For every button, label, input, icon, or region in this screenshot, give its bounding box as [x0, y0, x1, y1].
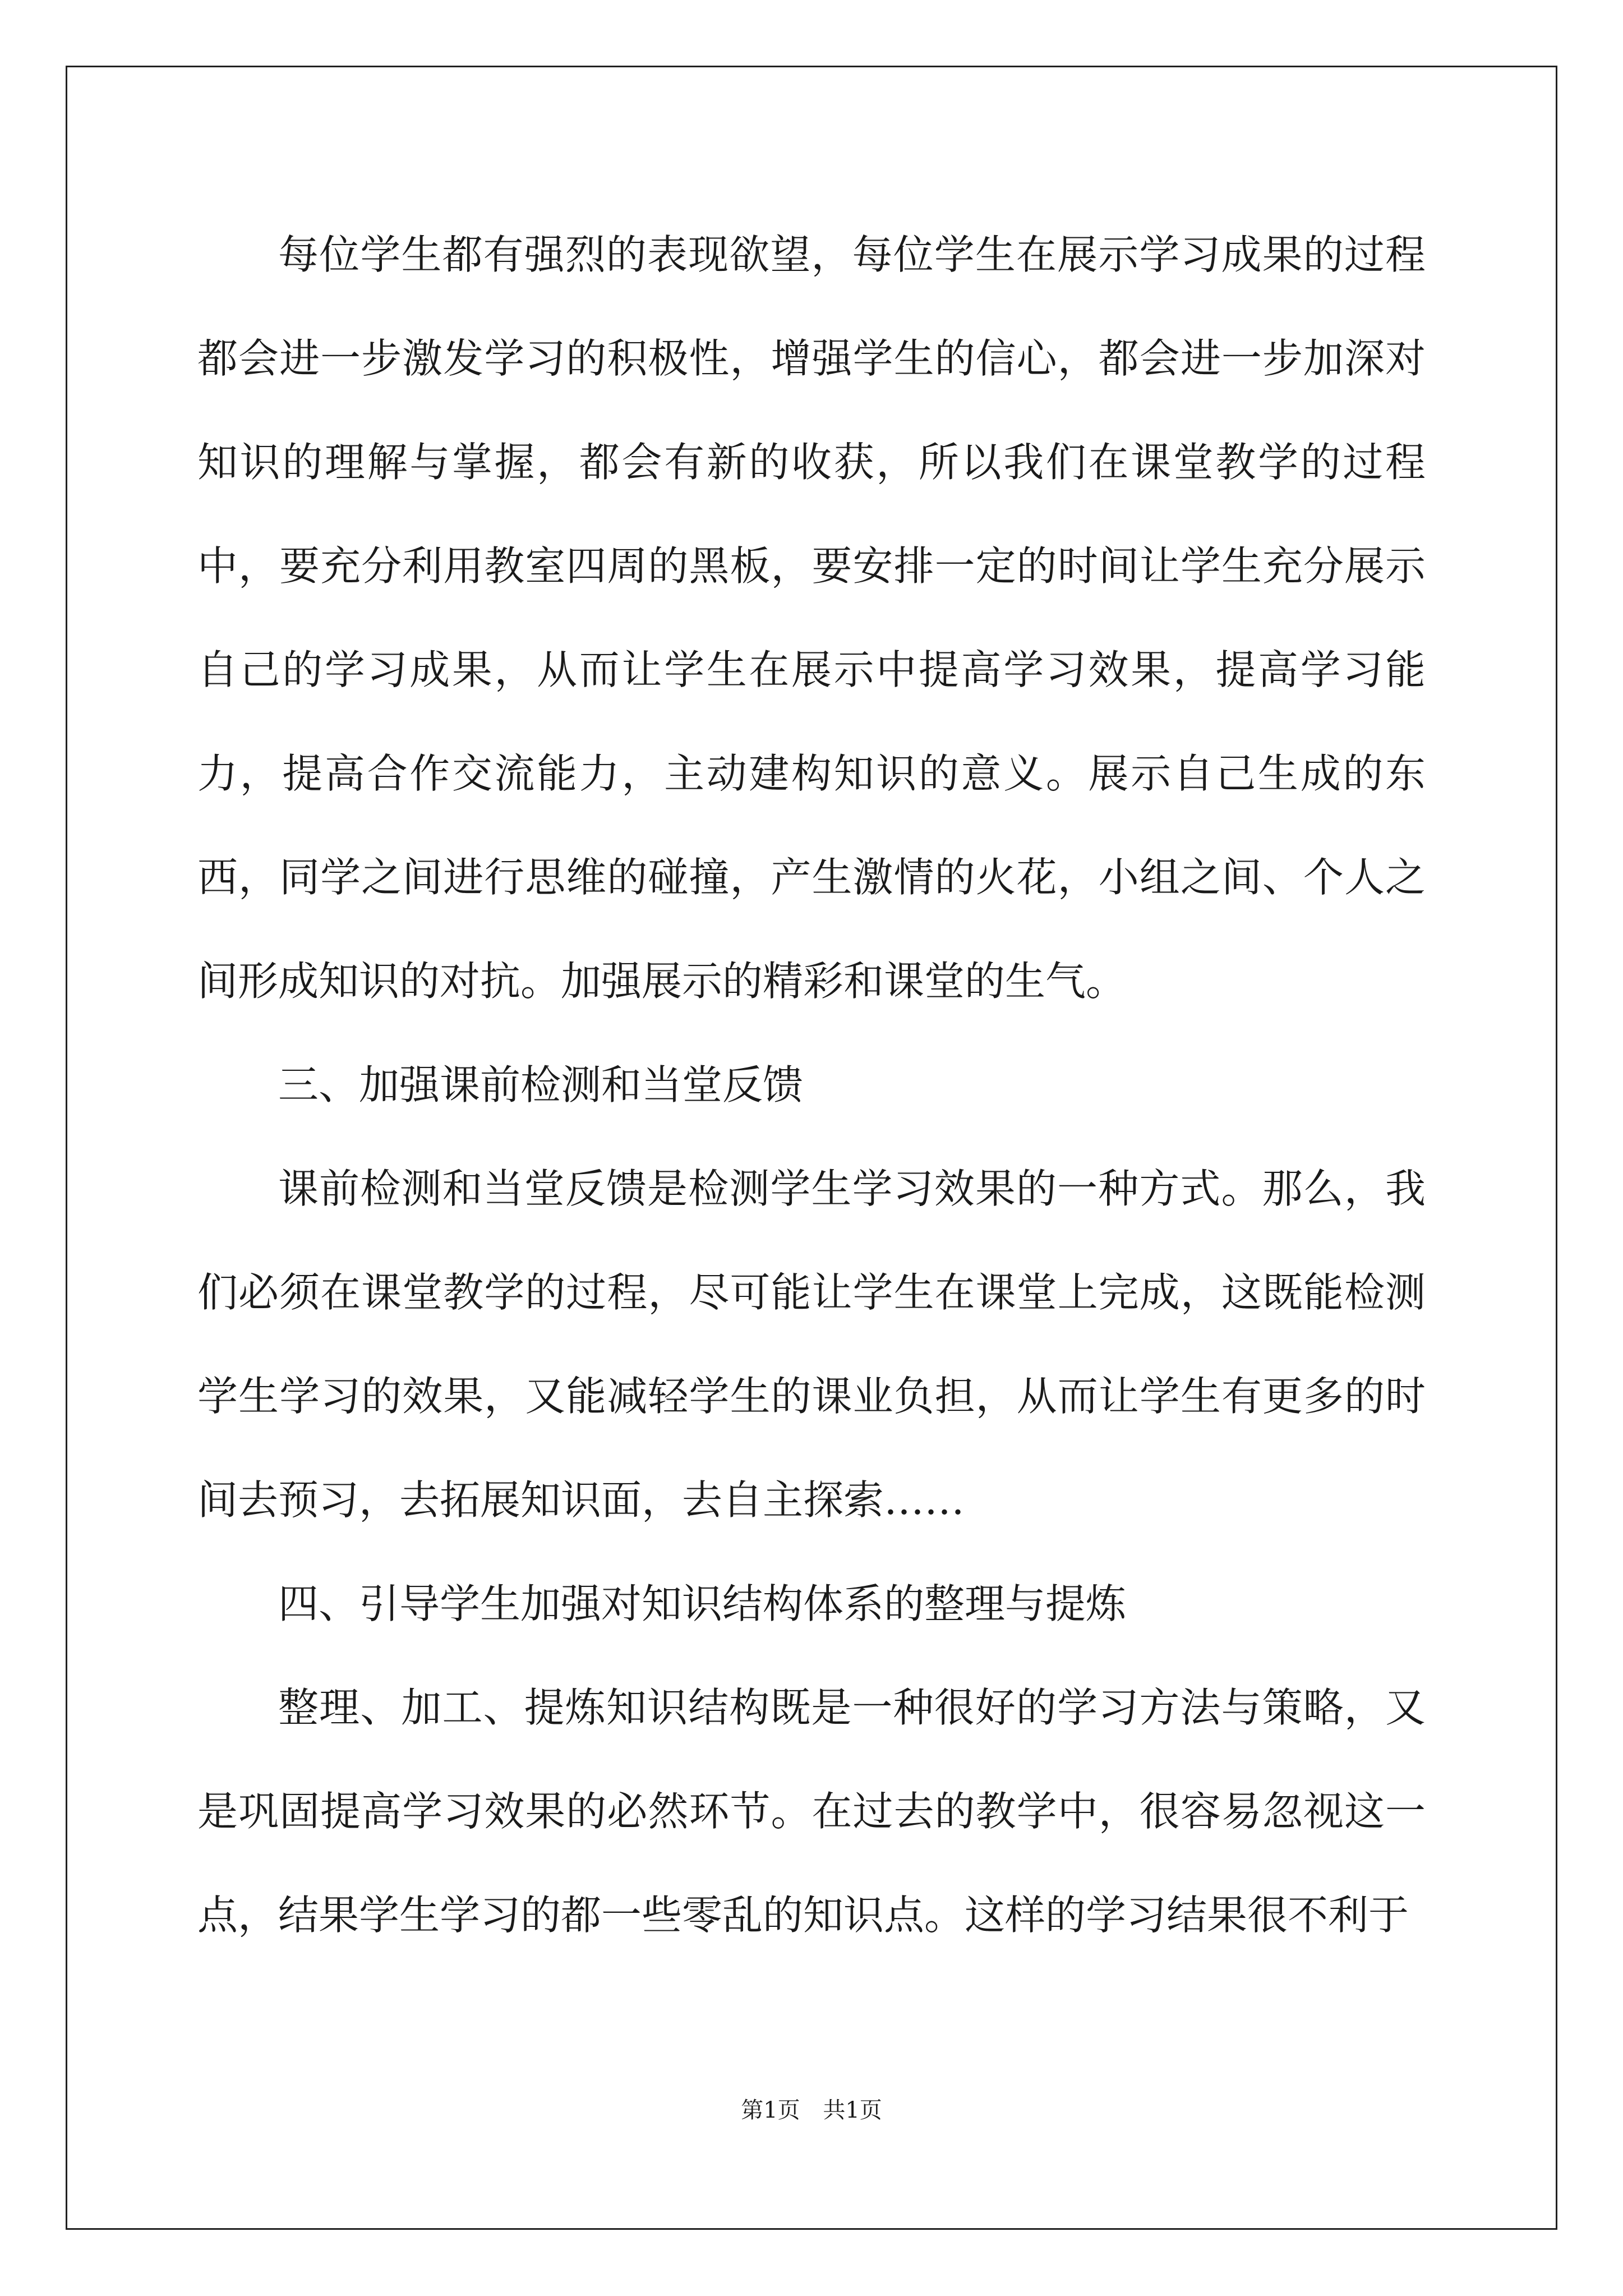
heading-section-four: 四、引导学生加强对知识结构体系的整理与提炼: [278, 1580, 1127, 1627]
page-footer: [0, 2092, 1623, 2124]
paragraph-showcase: 每位学生都有强烈的表现欲望，每位学生在展示学习成果的过程都会进一步激发学习的积极性，增强学生的信心，都会进一步加深对知识的理解与掌握，都会有新的收获，所以我们在课堂教学的过程中，要充分利用教室四周的黑板，要安排一定的时间让学生充分展示自己的学习成果，从而让学生在展示中提高学习效果，提高学习能力，提高合作交流能力，主动建构知识的意义。展示自己生成的东西，同学之间进行思维的碰撞，产生激情的火花，小组之间、个人之间形成知识的对抗。加强展示的精彩和课堂的生气。: [197, 231, 1426, 1005]
heading-section-three: 三、加强课前检测和当堂反馈: [278, 1061, 804, 1108]
page-number-total: 共1页: [823, 2097, 882, 2123]
paragraph-knowledge-structure: 整理、加工、提炼知识结构既是一种很好的学习方法与策略，又是巩固提高学习效果的必然环节。在过去的教学中，很容易忽视这一点，结果学生学习的都一些零乱的知识点。这样的学习结果很不利于: [197, 1684, 1426, 1939]
document-body: [197, 203, 1426, 1967]
paragraph-feedback: 课前检测和当堂反馈是检测学生学习效果的一种方式。那么，我们必须在课堂教学的过程，尽可能让学生在课堂上完成，这既能检测学生学习的效果，又能减轻学生的课业负担，从而让学生有更多的时间去预习，去拓展知识面，去自主探索……: [197, 1165, 1426, 1524]
page-number-current: 第1页: [741, 2097, 800, 2123]
